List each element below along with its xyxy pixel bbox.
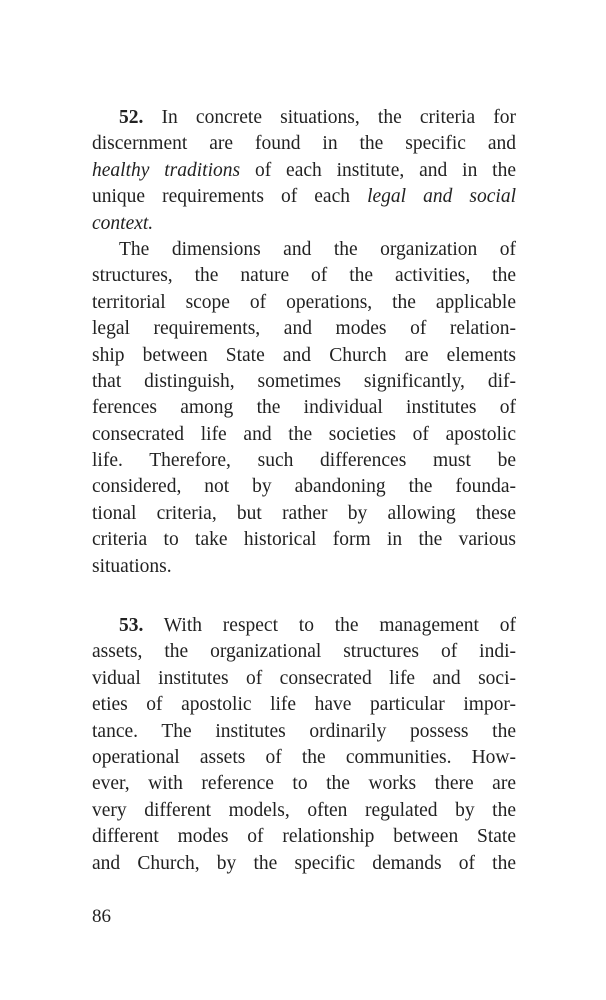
text-line <box>92 501 516 527</box>
text-line <box>92 798 516 824</box>
text-segment: territorial scope of operations, the applicable <box>92 291 516 313</box>
italic-text: legal and social <box>367 186 516 208</box>
paragraph-number: 53. <box>119 615 144 637</box>
text-segment: ever, with reference to the works there are <box>92 773 516 795</box>
text-segment: situations. <box>92 555 172 577</box>
text-segment: different modes of relationship between State <box>92 826 516 848</box>
paragraph-number: 52. <box>119 107 144 128</box>
text-segment: With respect to the management of <box>143 615 516 637</box>
italic-text: context. <box>92 212 154 234</box>
text-segment: ferences among the individual institutes of <box>92 397 516 419</box>
text-line <box>92 745 516 771</box>
paragraph <box>92 105 516 237</box>
text-segment: consecrated life and the societies of apostolic <box>92 423 516 445</box>
page-number: 86 <box>92 906 111 927</box>
text-segment: and Church, by the specific demands of the <box>92 852 516 874</box>
text-line <box>92 692 516 718</box>
text-line <box>92 474 516 500</box>
text-segment: eties of apostolic life have particular impor- <box>92 694 516 716</box>
text-line <box>92 343 516 369</box>
text-line <box>92 639 516 665</box>
text-segment: unique requirements of each <box>92 186 368 208</box>
text-line <box>92 369 516 395</box>
text-segment: tance. The institutes ordinarily possess the <box>92 720 516 742</box>
text-segment: operational assets of the communities. How- <box>92 746 516 768</box>
page-body <box>92 105 516 877</box>
text-segment: criteria to take historical form in the various <box>92 529 516 551</box>
paragraph <box>92 613 516 877</box>
paragraph-gap <box>92 580 516 613</box>
text-line <box>92 237 516 263</box>
text-segment: very different models, often regulated by the <box>92 799 516 821</box>
text-segment: tional criteria, but rather by allowing these <box>92 502 516 524</box>
text-segment: assets, the organizational structures of indi- <box>92 641 516 663</box>
text-segment: ship between State and Church are elements <box>92 344 516 366</box>
text-line <box>92 719 516 745</box>
text-segment: of each institute, and in the <box>240 159 516 181</box>
italic-text: healthy traditions <box>92 159 241 181</box>
text-line <box>92 613 516 639</box>
text-line <box>92 395 516 421</box>
text-line <box>92 448 516 474</box>
text-line <box>92 131 516 157</box>
text-line <box>92 666 516 692</box>
text-segment: discernment are found in the specific and <box>92 133 516 155</box>
text-segment: that distinguish, sometimes significantly, dif- <box>92 370 516 392</box>
text-line <box>92 527 516 553</box>
text-line <box>92 184 516 210</box>
text-segment: The dimensions and the organization of <box>119 238 516 260</box>
text-line <box>92 105 516 131</box>
text-line <box>92 316 516 342</box>
text-line <box>92 554 516 580</box>
text-line <box>92 263 516 289</box>
text-line <box>92 824 516 850</box>
text-line <box>92 158 516 184</box>
text-line <box>92 771 516 797</box>
text-segment: In concrete situations, the criteria for <box>143 107 516 128</box>
text-line <box>92 290 516 316</box>
text-segment: structures, the nature of the activities, the <box>92 265 516 287</box>
text-segment: vidual institutes of consecrated life and soci- <box>92 667 516 689</box>
text-segment: considered, not by abandoning the founda- <box>92 476 516 498</box>
text-segment: life. Therefore, such differences must be <box>92 450 516 472</box>
text-line <box>92 211 516 237</box>
text-segment: legal requirements, and modes of relation- <box>92 318 516 340</box>
text-line <box>92 422 516 448</box>
text-line <box>92 851 516 877</box>
paragraph <box>92 237 516 580</box>
